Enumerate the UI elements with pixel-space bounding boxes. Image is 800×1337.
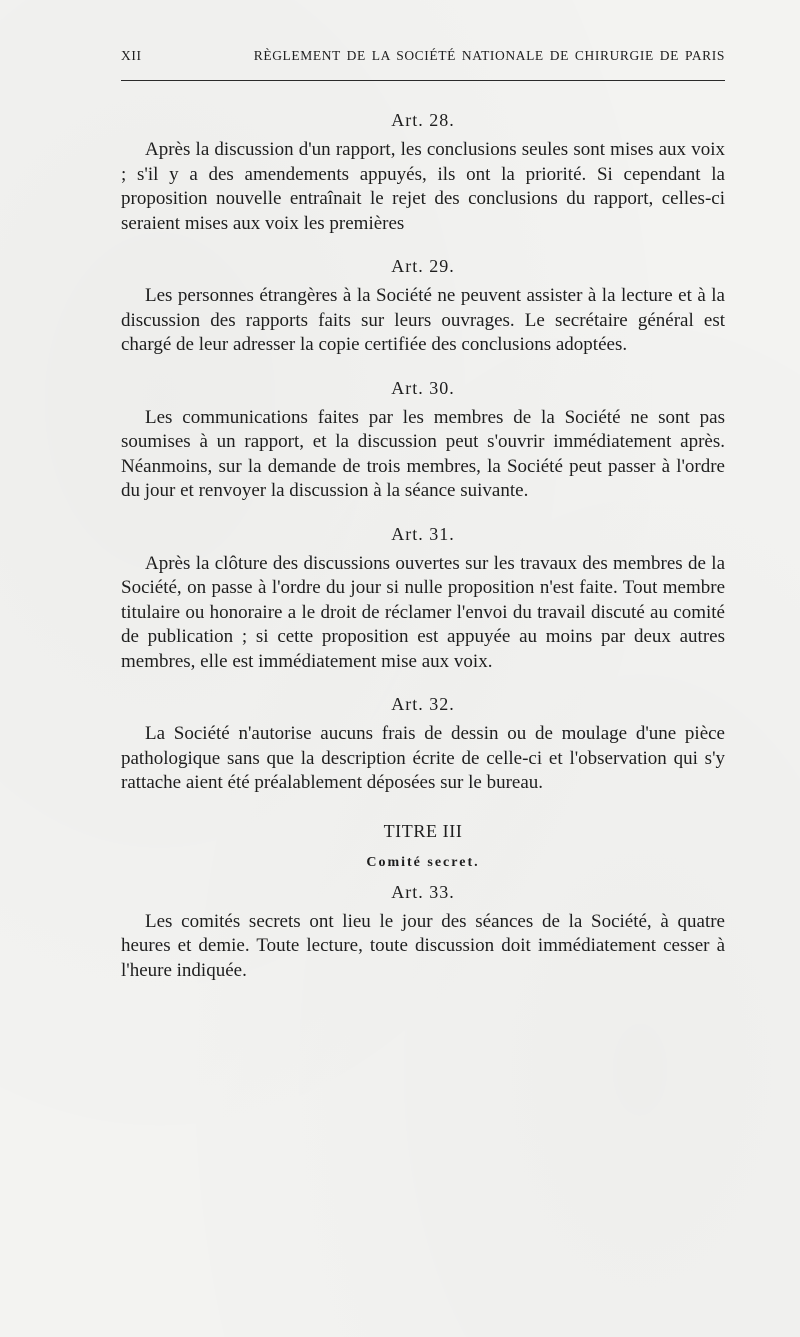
article-30-text: Les communications faites par les membres de la Société ne sont pas soumises à un rapport, et la discussion peut s'ouvrir immédiatement après. Néanmoins, sur la demande de trois membres, la Société peut passer à l'ordre du jour et renvoyer la discussion à la séance suivante. [121, 406, 725, 501]
article-33-heading: Art. 33. [391, 881, 455, 902]
header-rule [121, 80, 725, 81]
article-31-heading: Art. 31. [391, 523, 455, 544]
article-32-text: La Société n'autorise aucuns frais de dessin ou de moulage d'une pièce pathologique sans que la description écrite de celle-ci et l'observation qui s'y rattache aient été préalablement déposées sur le bureau. [121, 723, 725, 793]
running-title: RÈGLEMENT DE LA SOCIÉTÉ NATIONALE DE CHIRURGIE DE PARIS [253, 48, 725, 63]
article-29-heading: Art. 29. [391, 256, 455, 276]
article-33-text: Les comités secrets ont lieu le jour des séances de la Société, à quatre heures et demie. Toute lecture, toute discussion doit immédiatement cesser à l'heure indiquée. [121, 910, 725, 981]
article-28-heading: Art. 28. [391, 110, 455, 130]
article-31-text: Après la clôture des discussions ouvertes sur les travaux des membres de la Société, on passe à l'ordre du jour si nulle proposition n'est faite. Tout membre titulaire ou honoraire a le droit de réclamer l'envoi du travail discuté au comité de publication ; si cette proposition est appuyée au moins par deux autres membres, elle est immédiatement mise aux voix. [121, 552, 725, 672]
section-subtitle: Comité secret. [366, 854, 480, 870]
article-29-text: Les personnes étrangères à la Société ne peuvent assister à la lecture et à la discussion des rapports faits sur leurs ouvrages. Le secrétaire général est chargé de leur adresser la copie certifiée des conclusions adoptées. [121, 285, 725, 355]
page-folio: XII [121, 48, 142, 63]
article-32-heading: Art. 32. [391, 694, 455, 714]
section-title: TITRE III [383, 820, 463, 841]
body-text [121, 104, 725, 983]
article-28-text: Après la discussion d'un rapport, les conclusions seules sont mises aux voix ; s'il y a des amendements appuyés, ils ont la priorité. Si cependant la proposition nouvelle entraînait le rejet des conclusions du rapport, celles-ci seraient mises aux voix les premières [121, 139, 725, 234]
article-30-heading: Art. 30. [391, 377, 455, 398]
running-head [121, 48, 725, 64]
